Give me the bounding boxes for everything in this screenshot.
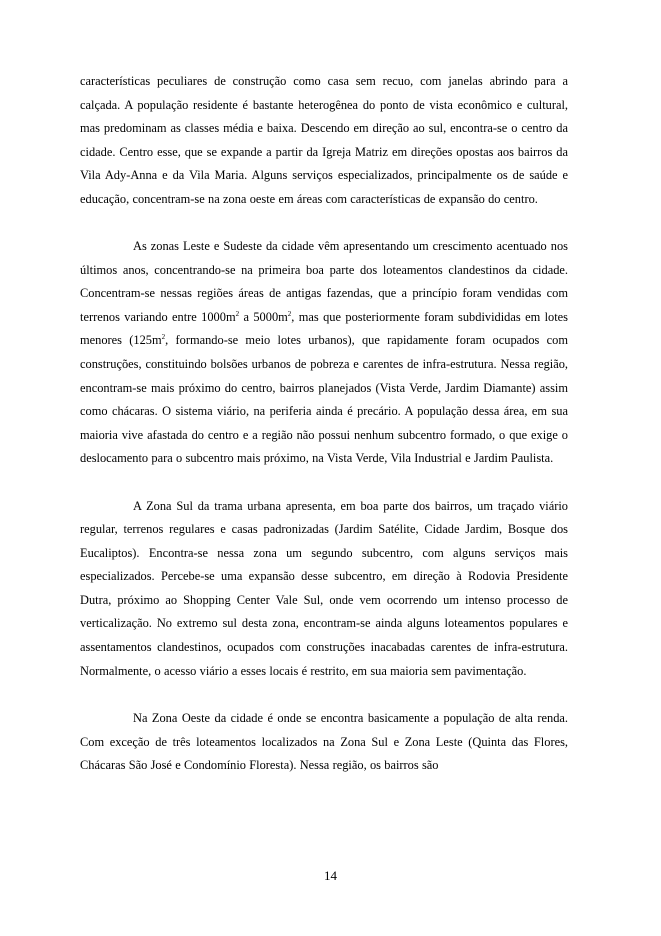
paragraph-4: Na Zona Oeste da cidade é onde se encontra basicamente a população de alta renda. Com exceção de três loteamentos localizados na Zona Sul e Zona Leste (Quinta das Flores, Chácaras São José e Condomínio Floresta). Nessa região, os bairros são <box>80 711 568 773</box>
superscript: 2 <box>235 309 240 318</box>
paragraph-1: características peculiares de construção como casa sem recuo, com janelas abrindo para a calçada. A população residente é bastante heterogênea do ponto de vista econômico e cultural, mas predominam as classes média e baixa. Descendo em direção ao sul, encontra-se o centro da cidade. Centro esse, que se expande a partir da Igreja Matriz em direções opostas aos bairros da Vila Ady-Anna e da Vila Maria. Alguns serviços especializados, principalmente os de saúde e educação, concentram-se na zona oeste em áreas com características de expansão do centro. <box>80 74 568 206</box>
page-body <box>80 70 568 778</box>
paragraph-2: As zonas Leste e Sudeste da cidade vêm apresentando um crescimento acentuado nos últimos anos, concentrando-se na primeira boa parte dos loteamentos clandestinos da cidade. Concentram-se nessas regiões áreas de antigas fazendas, que a princípio foram vendidas com terrenos variando entre $1000m^2$ a $5000m^2$, mas que posteriormente foram subdivididas em lotes menores ($125m^2$, formando-se meio lotes urbanos), que rapidamente foram ocupados com construções, constituindo bolsões urbanos de pobreza e carentes de infra-estrutura. Nessa região, encontram-se mais próximo do centro, bairros planejados (Vista Verde, Jardim Diamante) assim como chácaras. O sistema viário, na periferia ainda é precário. A população dessa área, em sua maioria vive afastada do centro e a região não possui nenhum subcentro formado, o que exige o deslocamento para o subcentro mais próximo, na Vista Verde, Vila Industrial e Jardim Paulista. <box>80 239 568 466</box>
superscript: 2 <box>287 309 292 318</box>
superscript: 2 <box>161 333 166 342</box>
paragraph-3: A Zona Sul da trama urbana apresenta, em boa parte dos bairros, um traçado viário regular, terrenos regulares e casas padronizadas (Jardim Satélite, Cidade Jardim, Bosque dos Eucaliptos). Encontra-se nessa zona um segundo subcentro, com alguns serviços mais especializados. Percebe-se uma expansão desse subcentro, em direção à Rodovia Presidente Dutra, próximo ao Shopping Center Vale Sul, onde vem ocorrendo um intenso processo de verticalização. No extremo sul desta zona, encontram-se ainda alguns loteamentos populares e assentamentos clandestinos, ocupados com construções inacabadas carentes de infra-estrutura. Normalmente, o acesso viário a esses locais é restrito, em sua maioria sem pavimentação. <box>80 498 568 678</box>
page-number: 14 <box>324 868 337 883</box>
